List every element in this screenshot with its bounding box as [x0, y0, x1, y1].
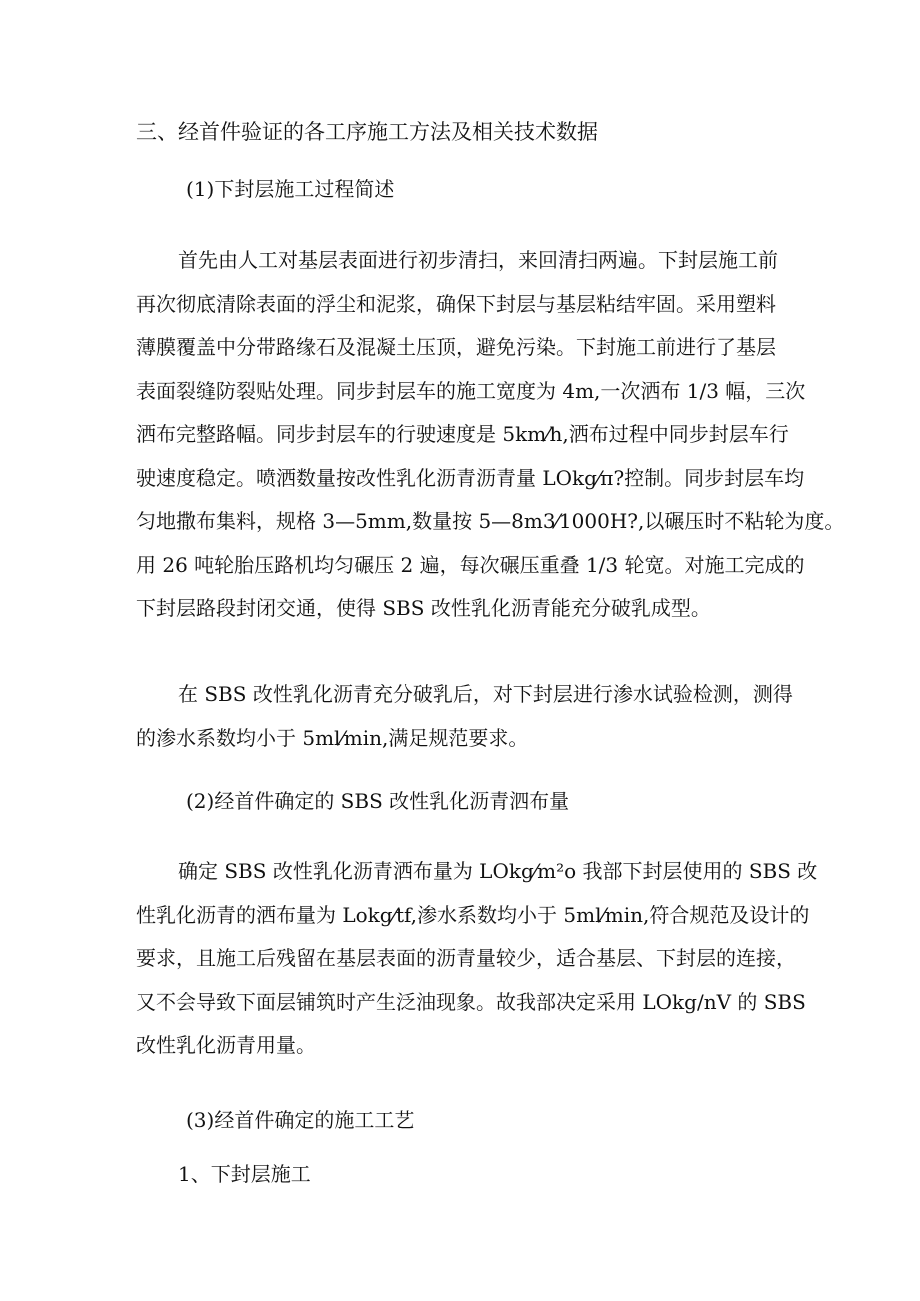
paragraph-2 — [136, 673, 793, 760]
paragraph-3-line: 性乳化沥青的洒布量为 Lokg⁄tf,渗水系数均小于 5ml⁄min,符合规范及设计的 — [136, 902, 810, 927]
section-title-3: (3)经首件确定的施工工艺 — [186, 1108, 415, 1132]
paragraph-1-line: 再次彻底清除表面的浮尘和泥浆，确保下封层与基层粘结牢固。采用塑料 — [136, 291, 776, 316]
paragraph-3-line: 确定 SBS 改性乳化沥青洒布量为 LOkg⁄m²o 我部下封层使用的 SBS 改 — [178, 859, 818, 883]
paragraph-1 — [136, 239, 844, 631]
paragraph-1-line: 首先由人工对基层表面进行初步清扫，来回清扫两遍。下封层施工前 — [178, 248, 778, 272]
paragraph-1-line: 薄膜覆盖中分带路缘石及混凝土压顶，避免污染。下封施工前进行了基层 — [136, 335, 776, 359]
section-title-1: (1)下封层施工过程简述 — [186, 177, 395, 201]
document-heading: 三、经首件验证的各工序施工方法及相关技术数据 — [136, 120, 598, 144]
paragraph-1-line: 匀地撒布集料，规格 3—5mm,数量按 5—8m3⁄1000H?,以碾压时不粘轮为度。 — [136, 509, 845, 533]
paragraph-1-line: 下封层路段封闭交通，使得 SBS 改性乳化沥青能充分破乳成型。 — [136, 596, 711, 620]
paragraph-3-line: 又不会导致下面层铺筑时产生泛油现象。故我部决定采用 LOkg/nV 的 SBS — [136, 989, 806, 1014]
paragraph-1-line: 表面裂缝防裂贴处理。同步封层车的施工宽度为 4m,一次洒布 1/3 幅，三次 — [136, 378, 806, 403]
paragraph-3-line: 要求，且施工后残留在基层表面的沥青量较少，适合基层、下封层的连接， — [136, 946, 796, 970]
paragraph-2-line: 在 SBS 改性乳化沥青充分破乳后，对下封层进行渗水试验检测，测得 — [178, 682, 793, 706]
paragraph-3 — [136, 850, 817, 1068]
paragraph-3-line: 改性乳化沥青用量。 — [136, 1033, 316, 1057]
section-title-2: (2)经首件确定的 SBS 改性乳化沥青泗布量 — [186, 789, 570, 813]
paragraph-2-line: 的渗水系数均小于 5ml⁄min,满足规范要求。 — [136, 725, 529, 750]
paragraph-1-line: 驶速度稳定。喷洒数量按改性乳化沥青沥青量 LOkg⁄π?控制。同步封层车均 — [136, 465, 805, 490]
paragraph-1-line: 用 26 吨轮胎压路机均匀碾压 2 遍，每次碾压重叠 1/3 轮宽。对施工完成的 — [136, 552, 805, 577]
paragraph-1-line: 洒布完整路幅。同步封层车的行驶速度是 5km⁄h,洒布过程中同步封层车行 — [136, 422, 789, 446]
subsection-title: 1、下封层施工 — [178, 1162, 311, 1186]
